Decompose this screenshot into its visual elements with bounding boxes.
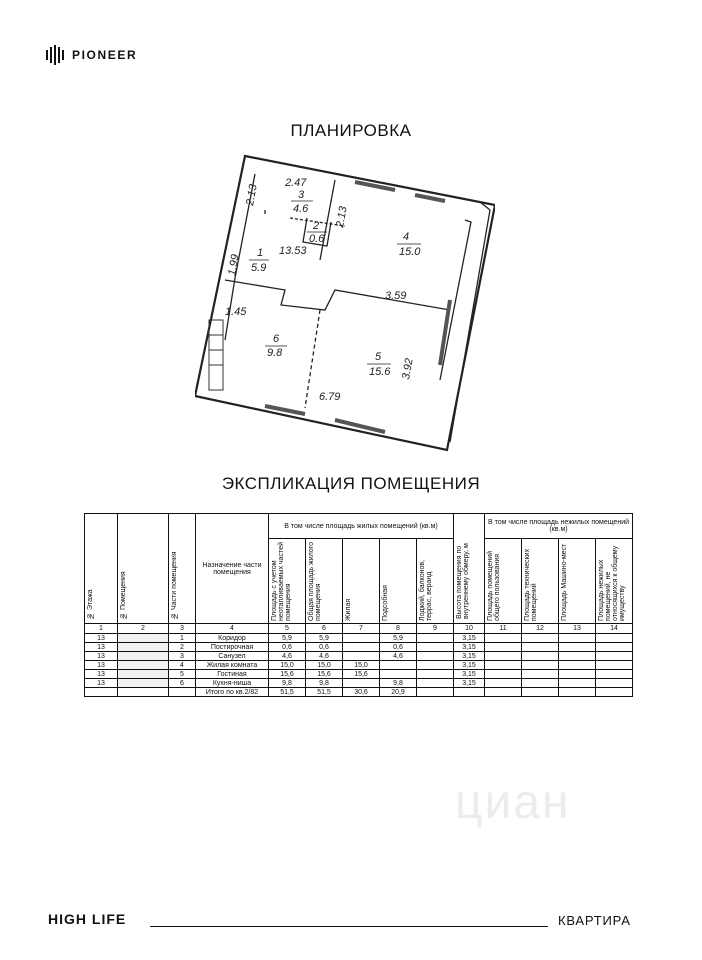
cell-empty — [522, 670, 559, 679]
room-number: 4 — [403, 231, 410, 243]
dim-label: 1.99 — [226, 253, 242, 277]
col-number: 13 — [559, 624, 596, 634]
cell-c7 — [343, 679, 380, 688]
cell-c7: 15,0 — [343, 661, 380, 670]
cell-c6: 5,9 — [306, 634, 343, 643]
header-common-use: Площадь помещений общего пользования — [487, 550, 501, 621]
header-nonliving-group: В том числе площадь нежилых помещений (кв.м) — [485, 514, 633, 539]
cell-floor: 13 — [85, 661, 118, 670]
cell-c10: 3,15 — [454, 661, 485, 670]
cell-c10: 3,15 — [454, 643, 485, 652]
logo-text: PIONEER — [72, 48, 138, 62]
col-number: 3 — [169, 624, 196, 634]
header-part: № Части помещения — [171, 550, 178, 619]
cell-empty — [522, 634, 559, 643]
cell-empty — [596, 652, 633, 661]
header-area-total: Площадь с учетом неотапливаемых частей помещения — [271, 542, 292, 621]
cell-c5: 15,0 — [269, 661, 306, 670]
floor-plan — [195, 150, 495, 455]
explication-table — [84, 513, 633, 697]
watermark: циан — [455, 776, 571, 829]
cell-c7 — [343, 634, 380, 643]
header-room: № Помещения — [120, 570, 127, 619]
header-floor: № Этажа — [87, 588, 94, 619]
table-row — [85, 679, 633, 688]
dim-label: 2.13 — [244, 183, 260, 207]
table-row — [85, 643, 633, 652]
dim-label: 2.47 — [285, 177, 307, 189]
cell-c7 — [343, 652, 380, 661]
total-cell: 30,6 — [343, 688, 380, 697]
cell-empty — [522, 643, 559, 652]
cell-part: 2 — [169, 643, 196, 652]
cell-empty — [559, 634, 596, 643]
cell-c6: 9,8 — [306, 679, 343, 688]
cell-floor: 13 — [85, 670, 118, 679]
col-number: 4 — [196, 624, 269, 634]
cell-room — [118, 670, 169, 679]
cell-c9 — [417, 661, 454, 670]
header-height: Высота помещения по внутреннему обмеру, м — [456, 542, 470, 619]
col-number: 7 — [343, 624, 380, 634]
table-row — [85, 670, 633, 679]
cell-room — [118, 643, 169, 652]
cell-room — [118, 679, 169, 688]
room-area: 0.6 — [309, 233, 325, 245]
cell-c5: 0,6 — [269, 643, 306, 652]
dim-label: 3.92 — [400, 357, 416, 381]
cell-floor: 13 — [85, 643, 118, 652]
cell-empty — [485, 670, 522, 679]
total-label: Итого по кв.2/82 — [196, 688, 269, 697]
cell-empty — [485, 679, 522, 688]
cell-empty — [485, 661, 522, 670]
cell-c10: 3,15 — [454, 670, 485, 679]
cell-purpose: Коридор — [196, 634, 269, 643]
header-living-group: В том числе площадь жилых помещений (кв.м) — [269, 514, 454, 539]
cell-room — [118, 661, 169, 670]
header-area-common: Общая площадь жилого помещения — [308, 542, 322, 621]
cell-c10: 3,15 — [454, 652, 485, 661]
cell-c9 — [417, 643, 454, 652]
cell-part: 1 — [169, 634, 196, 643]
cell-empty — [596, 661, 633, 670]
footer-label: КВАРТИРА — [558, 913, 631, 928]
cell-c8 — [380, 670, 417, 679]
room-area: 5.9 — [251, 262, 267, 274]
dim-label: 6.79 — [319, 391, 341, 403]
cell-c6: 0,6 — [306, 643, 343, 652]
cell-c9 — [417, 670, 454, 679]
explication-title: ЭКСПЛИКАЦИЯ ПОМЕЩЕНИЯ — [221, 474, 481, 493]
cell-floor: 13 — [85, 652, 118, 661]
col-number: 11 — [485, 624, 522, 634]
cell-part: 5 — [169, 670, 196, 679]
col-number: 8 — [380, 624, 417, 634]
cell-c9 — [417, 652, 454, 661]
cell-empty — [485, 643, 522, 652]
brand-logo — [46, 45, 137, 65]
col-number: 1 — [85, 624, 118, 634]
cell-purpose: Постирочная — [196, 643, 269, 652]
room-area: 4.6 — [293, 203, 309, 215]
cell-empty — [596, 634, 633, 643]
cell-empty — [559, 661, 596, 670]
cell-c6: 15,6 — [306, 670, 343, 679]
col-number: 5 — [269, 624, 306, 634]
room-area: 9.8 — [267, 347, 283, 359]
cell-purpose: Кухня-ниша — [196, 679, 269, 688]
column-number-row — [85, 624, 633, 634]
cell-floor: 13 — [85, 679, 118, 688]
cell-c5: 4,6 — [269, 652, 306, 661]
total-cell: 20,9 — [380, 688, 417, 697]
cell-part: 6 — [169, 679, 196, 688]
cell-empty — [485, 634, 522, 643]
col-number: 6 — [306, 624, 343, 634]
cell-purpose: Жилая комната — [196, 661, 269, 670]
dim-label: 3.59 — [385, 290, 407, 302]
cell-c8 — [380, 661, 417, 670]
header-parking: Площадь Машино-мест — [561, 543, 568, 621]
cell-room — [118, 634, 169, 643]
dim-label: 13.53 — [279, 245, 307, 257]
total-cell: 51,5 — [269, 688, 306, 697]
cell-c7: 15,6 — [343, 670, 380, 679]
total-row — [85, 688, 633, 697]
col-number: 9 — [417, 624, 454, 634]
cell-purpose: Санузел — [196, 652, 269, 661]
logo-bars-icon — [46, 45, 64, 65]
cell-c6: 4,6 — [306, 652, 343, 661]
header-loggia: Лоджий, балконов, террас, веранд — [419, 559, 433, 621]
table-row — [85, 634, 633, 643]
dim-label: 2.13 — [334, 205, 350, 229]
cell-empty — [559, 643, 596, 652]
cell-c7 — [343, 643, 380, 652]
cell-empty — [559, 652, 596, 661]
cell-c6: 15,0 — [306, 661, 343, 670]
header-purpose: Назначение части помещения — [196, 514, 269, 624]
room-number: 1 — [257, 247, 264, 259]
header-technical: Площадь технических помещений — [524, 548, 538, 621]
cell-floor: 13 — [85, 634, 118, 643]
cell-empty — [559, 670, 596, 679]
header-aux: Подсобная — [382, 585, 389, 621]
room-number: 3 — [298, 189, 305, 201]
total-cell: 51,5 — [306, 688, 343, 697]
cell-c8: 9,8 — [380, 679, 417, 688]
footer-divider — [150, 926, 548, 927]
cell-empty — [522, 661, 559, 670]
dim-label: 1.45 — [225, 306, 247, 318]
cell-c10: 3,15 — [454, 634, 485, 643]
cell-c5: 15,6 — [269, 670, 306, 679]
table-row — [85, 661, 633, 670]
footer-brand: HIGH LIFE — [48, 911, 127, 927]
header-living: Жилая — [345, 598, 352, 621]
cell-empty — [485, 652, 522, 661]
room-area: 15.6 — [369, 366, 391, 378]
cell-c9 — [417, 679, 454, 688]
col-number: 14 — [596, 624, 633, 634]
col-number: 12 — [522, 624, 559, 634]
col-number: 2 — [118, 624, 169, 634]
col-number: 10 — [454, 624, 485, 634]
room-area: 15.0 — [399, 246, 421, 258]
cell-empty — [522, 679, 559, 688]
cell-c10: 3,15 — [454, 679, 485, 688]
plan-title: ПЛАНИРОВКА — [290, 121, 412, 140]
cell-c8: 0,6 — [380, 643, 417, 652]
entry-detail — [209, 320, 223, 390]
cell-c9 — [417, 634, 454, 643]
cell-c8: 5,9 — [380, 634, 417, 643]
cell-empty — [596, 643, 633, 652]
cell-purpose: Гостиная — [196, 670, 269, 679]
cell-empty — [559, 679, 596, 688]
room-number: 6 — [273, 333, 280, 345]
cell-c5: 9,8 — [269, 679, 306, 688]
table-row — [85, 652, 633, 661]
cell-empty — [596, 670, 633, 679]
room-number: 2 — [313, 220, 320, 232]
room-number: 5 — [375, 351, 382, 363]
cell-room — [118, 652, 169, 661]
cell-c8: 4,6 — [380, 652, 417, 661]
header-not-common: Площадь нежилых помещений, не относящихся к общему имуществу — [598, 545, 626, 621]
cell-part: 3 — [169, 652, 196, 661]
cell-part: 4 — [169, 661, 196, 670]
cell-empty — [596, 679, 633, 688]
cell-c5: 5,9 — [269, 634, 306, 643]
cell-empty — [522, 652, 559, 661]
